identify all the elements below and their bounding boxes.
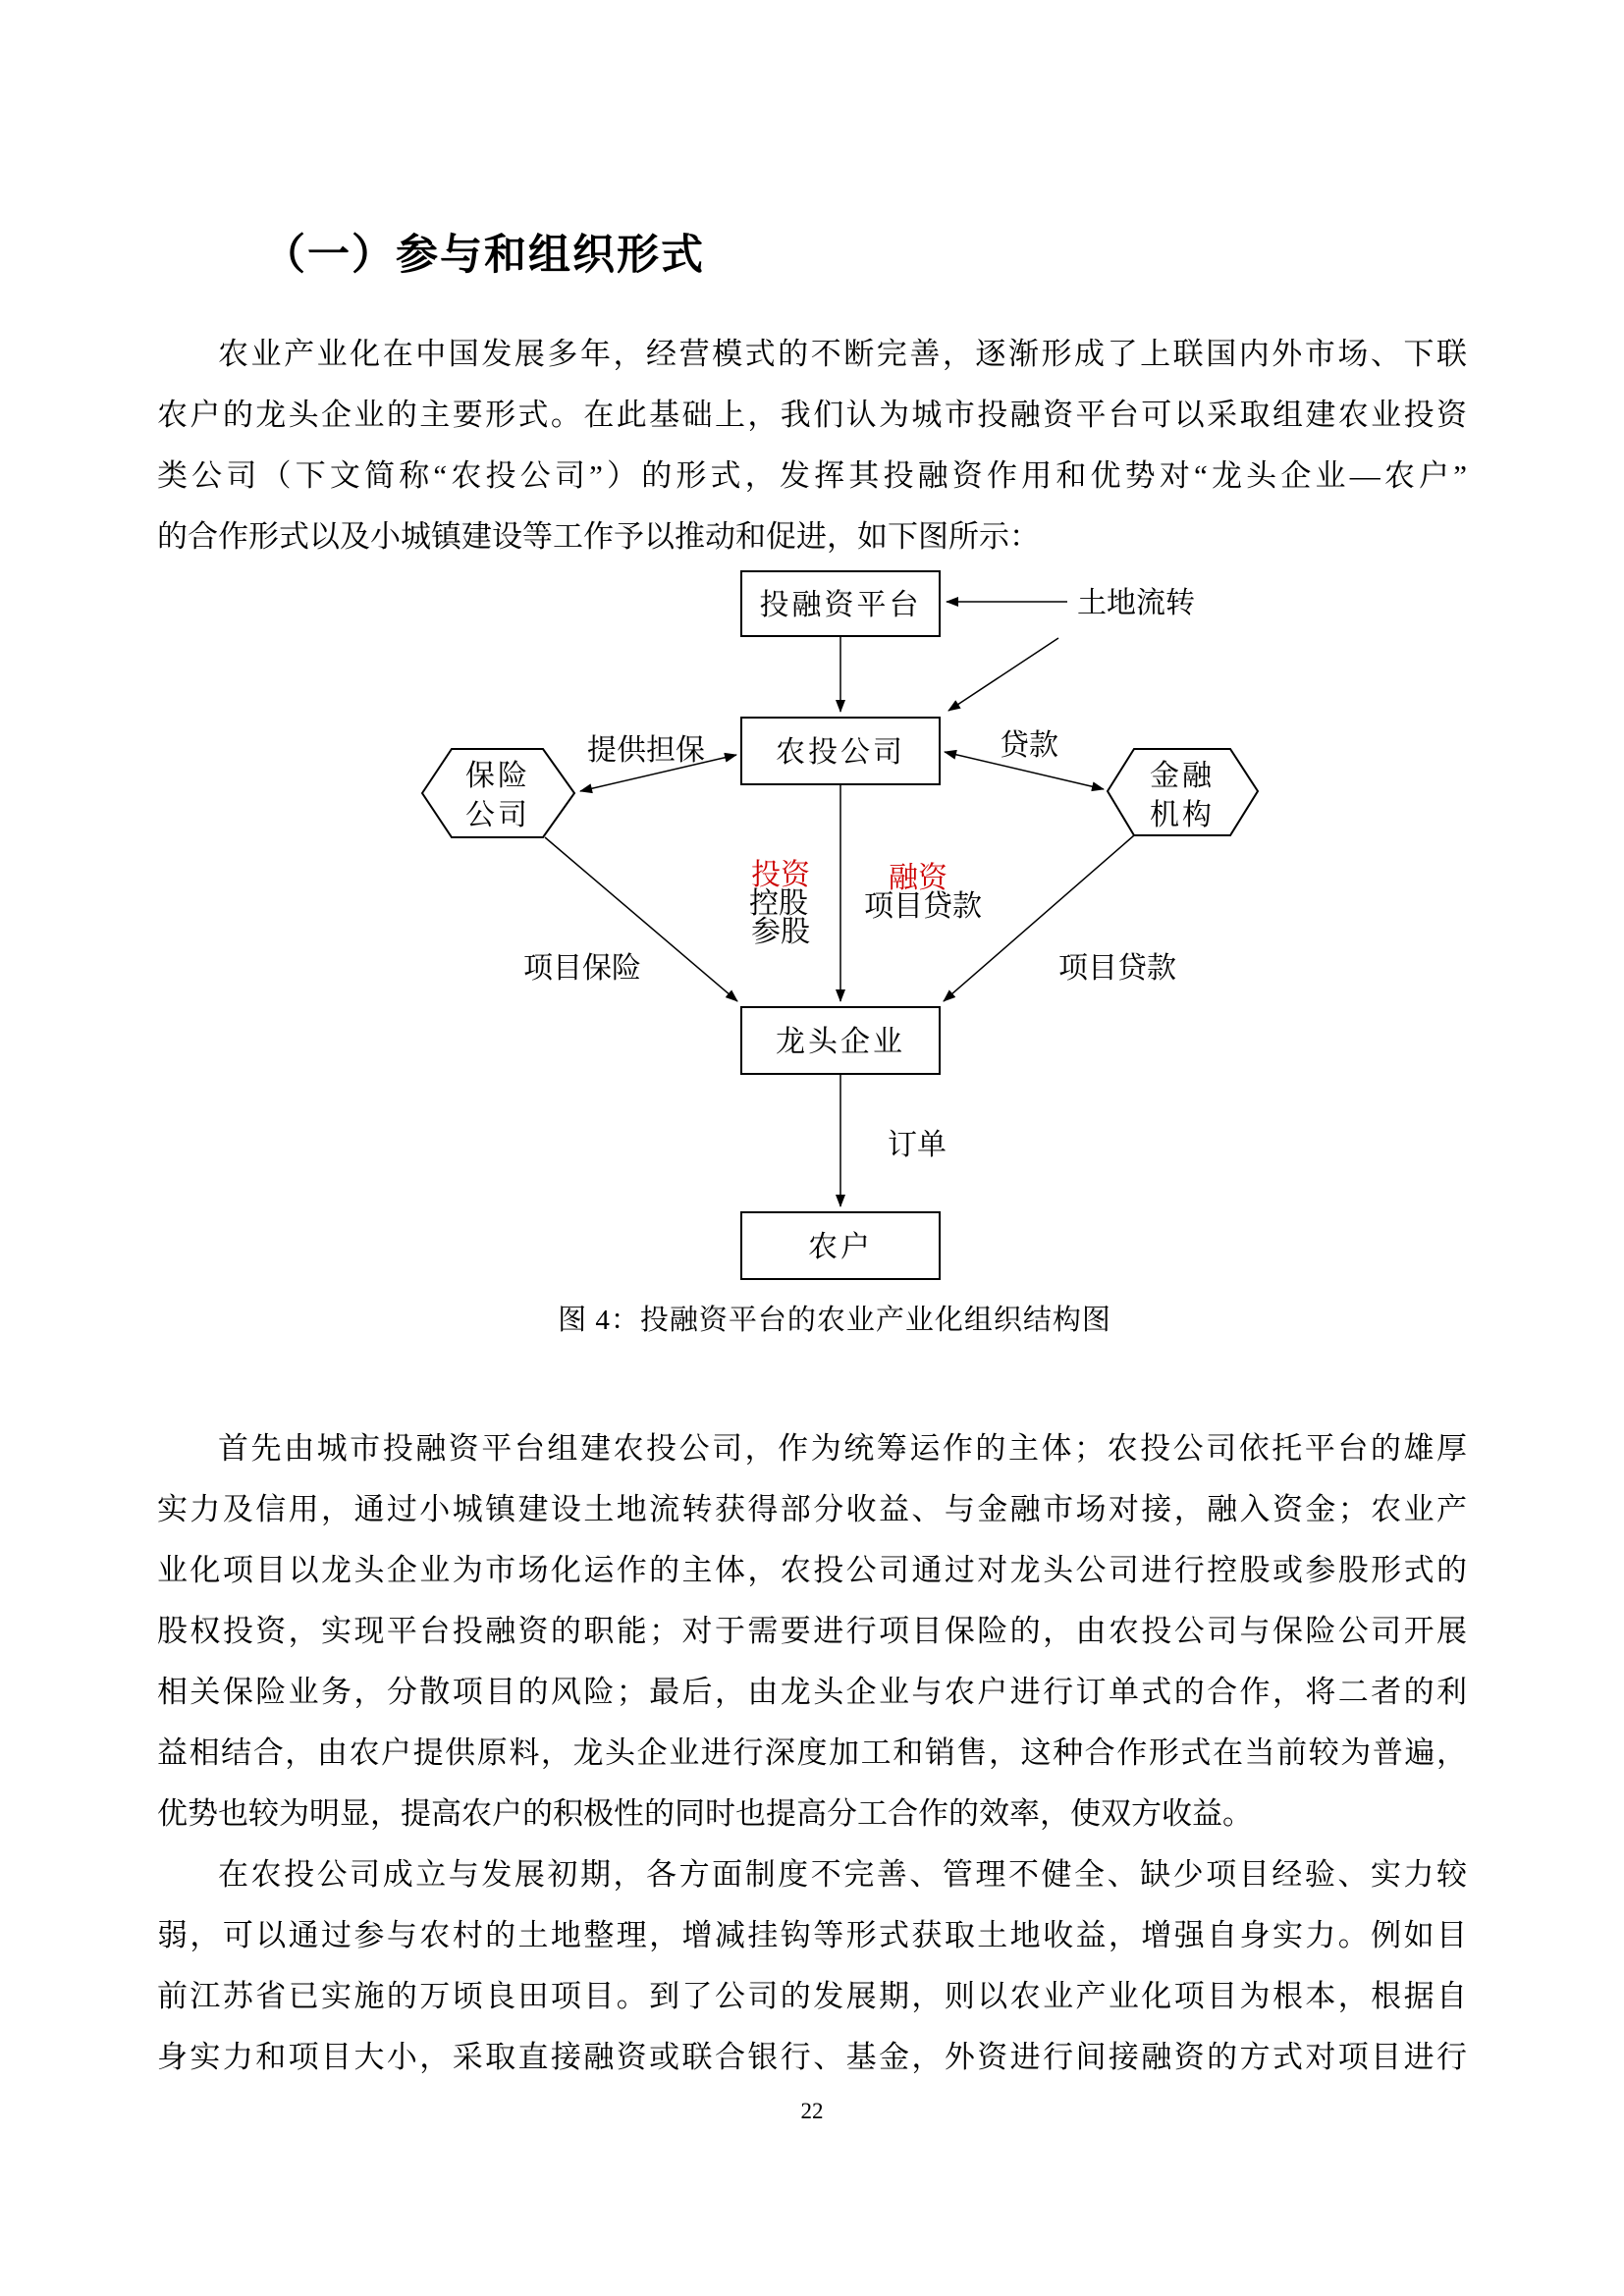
- text-line: 首先由城市投融资平台组建农投公司，作为统筹运作的主体；农投公司依托平台的雄厚: [218, 1431, 1467, 1466]
- text-line: 股权投资，实现平台投融资的职能；对于需要进行项目保险的，由农投公司与保险公司开展: [157, 1614, 1467, 1648]
- text-line: 相关保险业务，分散项目的风险；最后，由龙头企业与农户进行订单式的合作，将二者的利: [157, 1675, 1467, 1709]
- text-line: 前江苏省已实施的万顷良田项目。到了公司的发展期，则以农业产业化项目为根本，根据自: [157, 1979, 1467, 2013]
- node-finance-label-line1: 金融: [1150, 760, 1215, 792]
- label-loan: 贷款: [1000, 729, 1058, 762]
- label-land-transfer: 土地流转: [1077, 587, 1195, 619]
- label-holding: 控股: [749, 887, 808, 920]
- text-line: 弱，可以通过参与农村的土地整理，增减挂钩等形式获取土地收益，增强自身实力。例如目: [157, 1918, 1467, 1952]
- edge-landtransfer-to-agriinvest: [948, 638, 1058, 711]
- node-insurance-label-line2: 公司: [465, 799, 530, 831]
- text-line: 农户的龙头企业的主要形式。在此基础上，我们认为城市投融资平台可以采取组建农业投资: [157, 398, 1467, 432]
- node-agriinvest-label: 农投公司: [776, 736, 905, 769]
- text-line: 业化项目以龙头企业为市场化运作的主体，农投公司通过对龙头公司进行控股或参股形式的: [157, 1553, 1467, 1587]
- node-finance-label-line2: 机构: [1150, 799, 1215, 831]
- paragraph-3: [157, 1844, 1467, 2088]
- text-line: 的合作形式以及小城镇建设等工作予以推动和促进，如下图所示：: [157, 519, 1040, 554]
- figure-caption: 图 4：投融资平台的农业产业化组织结构图: [558, 1305, 1111, 1336]
- label-project-loan-center: 项目贷款: [864, 890, 982, 923]
- node-leading-label: 龙头企业: [776, 1026, 905, 1058]
- paragraph-2: [157, 1418, 1467, 1844]
- text-line: 农业产业化在中国发展多年，经营模式的不断完善，逐渐形成了上联国内外市场、下联: [218, 337, 1467, 371]
- label-invest: 投资: [751, 859, 810, 891]
- page-title: （一）参与和组织形式: [263, 233, 705, 279]
- label-project-insurance: 项目保险: [523, 952, 641, 985]
- text-line: 实力及信用，通过小城镇建设土地流转获得部分收益、与金融市场对接，融入资金；农业产: [157, 1492, 1467, 1526]
- node-insurance-label-line1: 保险: [465, 760, 530, 792]
- node-farmer-label: 农户: [808, 1231, 873, 1263]
- label-financing: 融资: [889, 862, 947, 894]
- page-number: 22: [800, 2099, 824, 2123]
- label-participation: 参股: [751, 916, 810, 948]
- text-line: 身实力和项目大小，采取直接融资或联合银行、基金，外资进行间接融资的方式对项目进行: [157, 2040, 1467, 2074]
- node-platform-label: 投融资平台: [759, 589, 922, 621]
- org-structure-diagram: [373, 560, 1296, 1296]
- label-provide-guarantee: 提供担保: [587, 734, 705, 767]
- text-line: 优势也较为明显，提高农户的积极性的同时也提高分工合作的效率，使双方收益。: [157, 1796, 1253, 1831]
- text-line: 类公司（下文简称“农投公司”）的形式，发挥其投融资作用和优势对“龙头企业—农户”: [157, 458, 1467, 493]
- label-project-loan-right: 项目贷款: [1058, 952, 1176, 985]
- text-line: 在农投公司成立与发展初期，各方面制度不完善、管理不健全、缺少项目经验、实力较: [218, 1857, 1467, 1892]
- label-order: 订单: [888, 1129, 947, 1161]
- paragraph-1: [157, 324, 1467, 567]
- text-line: 益相结合，由农户提供原料，龙头企业进行深度加工和销售，这种合作形式在当前较为普遍，: [157, 1735, 1467, 1770]
